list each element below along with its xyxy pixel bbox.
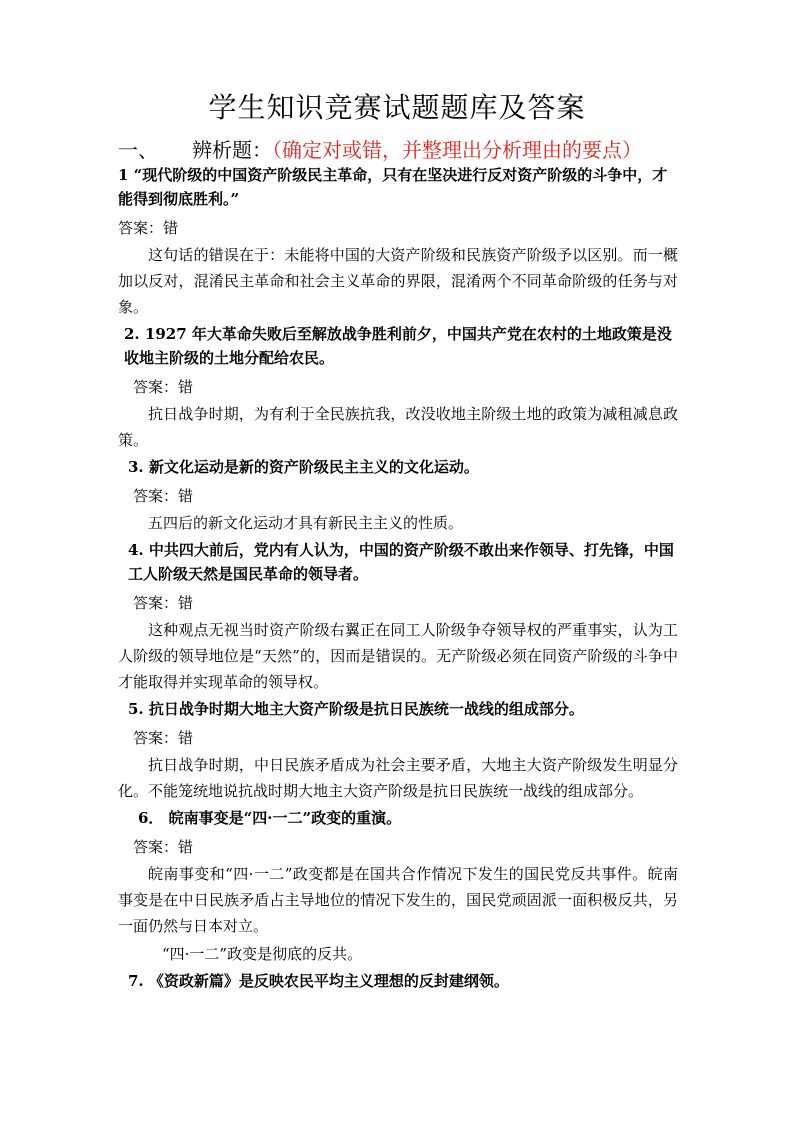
question-6: 6． 皖南事变是“四·一二”政变的重演。 xyxy=(138,809,402,827)
answer-3: 答案：错 xyxy=(133,487,194,505)
answer-2: 答案：错 xyxy=(133,378,194,396)
question-list xyxy=(118,163,678,993)
page-title: 学生知识竞赛试题题库及答案 xyxy=(208,91,586,124)
section-label: 辨析题： xyxy=(192,138,272,162)
explanation-1: 这句话的错误在于：未能将中国的大资产阶级和民族资产阶级予以区别。而一概加以反对，混淆民主革命和社会主义革命的界限，混淆两个不同革命阶级的任务与对象。 xyxy=(118,246,678,316)
explanation-3: 五四后的新文化运动才具有新民主主义的性质。 xyxy=(148,514,464,532)
question-4: 4. 中共四大前后，党内有人认为，中国的资产阶级不敢出来作领导、打先锋，中国工人阶级天然是国民革命的领导者。 xyxy=(128,541,674,583)
explanation-4: 这种观点无视当时资产阶级右翼正在同工人阶级争夺领导权的严重事实，认为工人阶级的领导地位是“天然”的，因而是错误的。无产阶级必须在同资产阶级的斗争中才能取得并实现革命的领导权。 xyxy=(118,621,678,691)
explanation-5: 抗日战争时期，中日民族矛盾成为社会主要矛盾，大地主大资产阶级发生明显分化。不能笼统地说抗战时期大地主大资产阶级是抗日民族统一战线的组成部分。 xyxy=(118,756,678,800)
answer-5: 答案：错 xyxy=(133,729,194,747)
answer-6: 答案：错 xyxy=(133,838,194,856)
question-1: 1 “现代阶级的中国资产阶级民主革命，只有在坚决进行反对资产阶级的斗争中，才能得到彻底胜利。” xyxy=(118,166,668,208)
section-heading xyxy=(118,134,642,163)
question-3: 3. 新文化运动是新的资产阶级民主主义的文化运动。 xyxy=(128,458,479,476)
question-2: 2. 1927 年大革命失败后至解放战争胜利前夕，中国共产党在农村的土地政策是没收地主阶级的土地分配给农民。 xyxy=(124,325,672,367)
question-5: 5. 抗日战争时期大地主大资产阶级是抗日民族统一战线的组成部分。 xyxy=(128,700,584,718)
answer-1: 答案：错 xyxy=(118,219,179,237)
section-number: 一、 xyxy=(118,138,158,162)
question-7: 7. 《资政新篇》是反映农民平均主义理想的反封建纲领。 xyxy=(128,972,509,990)
explanation-6a: 皖南事变和“四·一二”政变都是在国共合作情况下发生的国民党反共事件。皖南事变是在中日民族矛盾占主导地位的情况下发生的，国民党顽固派一面积极反共，另一面仍然与日本对立。 xyxy=(118,865,678,935)
explanation-2: 抗日战争时期，为有利于全民族抗我，改没收地主阶级土地的政策为减租减息政策。 xyxy=(118,405,678,449)
section-hint: （确定对或错，并整理出分析理由的要点） xyxy=(272,138,642,162)
explanation-6b: “四·一二”政变是彻底的反共。 xyxy=(162,945,363,963)
answer-4: 答案：错 xyxy=(133,594,194,612)
